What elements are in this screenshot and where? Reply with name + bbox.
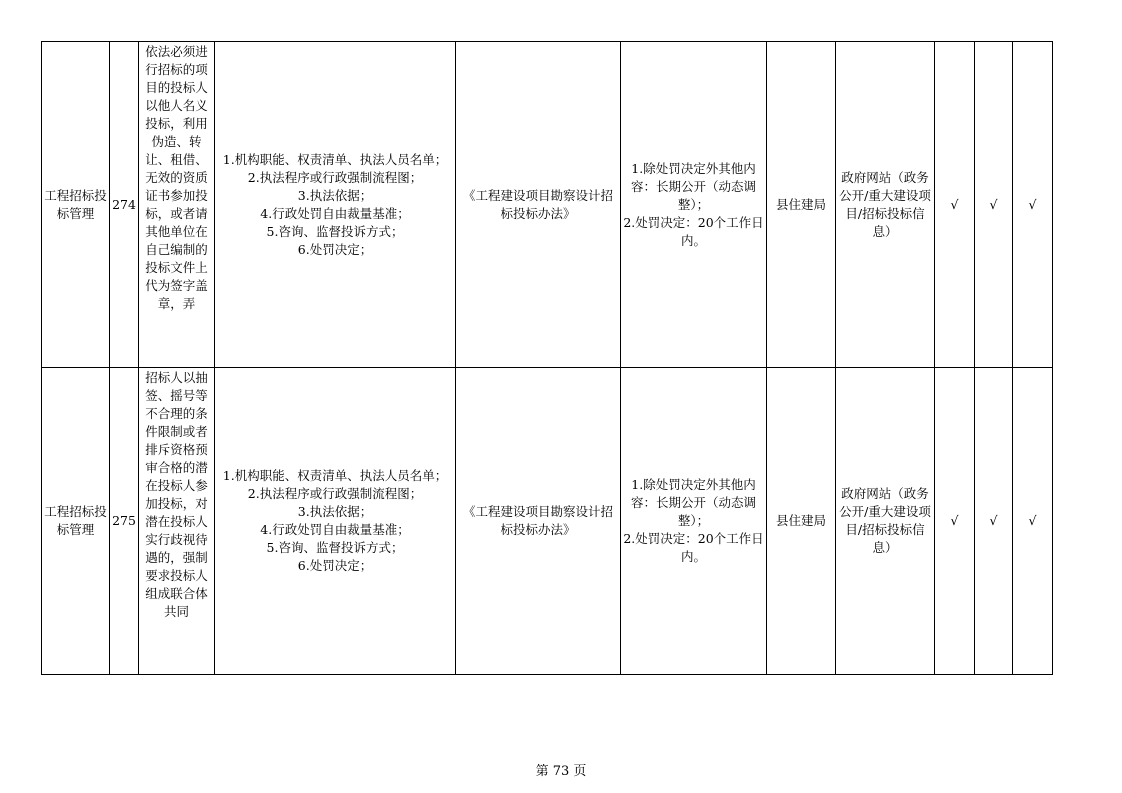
- timing-line: 1.除处罚决定外其他内容：长期公开（动态调整）；: [630, 477, 756, 528]
- item-number-cell: 274: [110, 42, 139, 368]
- description-text: 依法必须进行招标的项目的投标人以他人名义投标，利用伪造、转让、租借、无效的资质证书参加投标，或者请其他单位在自己编制的投标文件上代为签字盖章，弄: [145, 43, 208, 311]
- legal-basis-cell: 《工程建设项目勘察设计招标投标办法》: [456, 42, 621, 368]
- timing-cell: [621, 368, 767, 675]
- doc-line: 3.执法依据；: [297, 187, 373, 203]
- disclosure-content-cell: [215, 368, 456, 675]
- check-mark: √: [935, 368, 975, 675]
- department-cell: 县住建局: [767, 42, 836, 368]
- legal-basis-cell: 《工程建设项目勘察设计招标投标办法》: [456, 368, 621, 675]
- page-number: 第 73 页: [535, 764, 587, 779]
- doc-line: 2.执法程序或行政强制流程图；: [247, 486, 423, 501]
- description-cell: [139, 368, 215, 675]
- channel-cell: 政府网站（政务公开/重大建设项目/招标投标信息）: [836, 42, 935, 368]
- doc-line: 5.咨询、监督投诉方式；: [266, 540, 404, 555]
- channel-cell: 政府网站（政务公开/重大建设项目/招标投标信息）: [836, 368, 935, 675]
- item-number-cell: 275: [110, 368, 139, 675]
- check-mark: √: [1013, 368, 1053, 675]
- check-mark: √: [935, 42, 975, 368]
- doc-line: 3.执法依据；: [297, 504, 373, 519]
- department-cell: 县住建局: [767, 368, 836, 675]
- timing-line: 1.除处罚决定外其他内容：长期公开（动态调整）；: [630, 160, 756, 212]
- doc-line: 1.机构职能、权责清单、执法人员名单；: [222, 151, 448, 167]
- doc-line: 6.处罚决定；: [297, 241, 373, 257]
- table-row: [42, 42, 1053, 368]
- timing-cell: [621, 42, 767, 368]
- category-cell: 工程招标投标管理: [42, 42, 110, 368]
- description-text: 招标人以抽签、摇号等不合理的条件限制或者排斥资格预审合格的潜在投标人参加投标，对潜在投标人实行歧视待遇的，强制要求投标人组成联合体共同: [145, 369, 208, 619]
- timing-line: 2.处罚决定：20个工作日内。: [623, 214, 764, 248]
- check-mark: √: [975, 42, 1013, 368]
- doc-line: 1.机构职能、权责清单、执法人员名单；: [222, 468, 448, 483]
- check-mark: √: [975, 368, 1013, 675]
- doc-line: 5.咨询、监督投诉方式；: [266, 223, 404, 239]
- description-cell: [139, 42, 215, 368]
- doc-line: 2.执法程序或行政强制流程图；: [247, 169, 423, 185]
- table-row: [42, 368, 1053, 675]
- doc-line: 4.行政处罚自由裁量基准；: [260, 522, 410, 537]
- timing-line: 2.处罚决定：20个工作日内。: [623, 531, 764, 564]
- doc-line: 6.处罚决定；: [297, 558, 373, 573]
- doc-line: 4.行政处罚自由裁量基准；: [260, 205, 410, 221]
- category-cell: 工程招标投标管理: [42, 368, 110, 675]
- disclosure-table: [41, 41, 1053, 675]
- disclosure-content-cell: [215, 42, 456, 368]
- check-mark: √: [1013, 42, 1053, 368]
